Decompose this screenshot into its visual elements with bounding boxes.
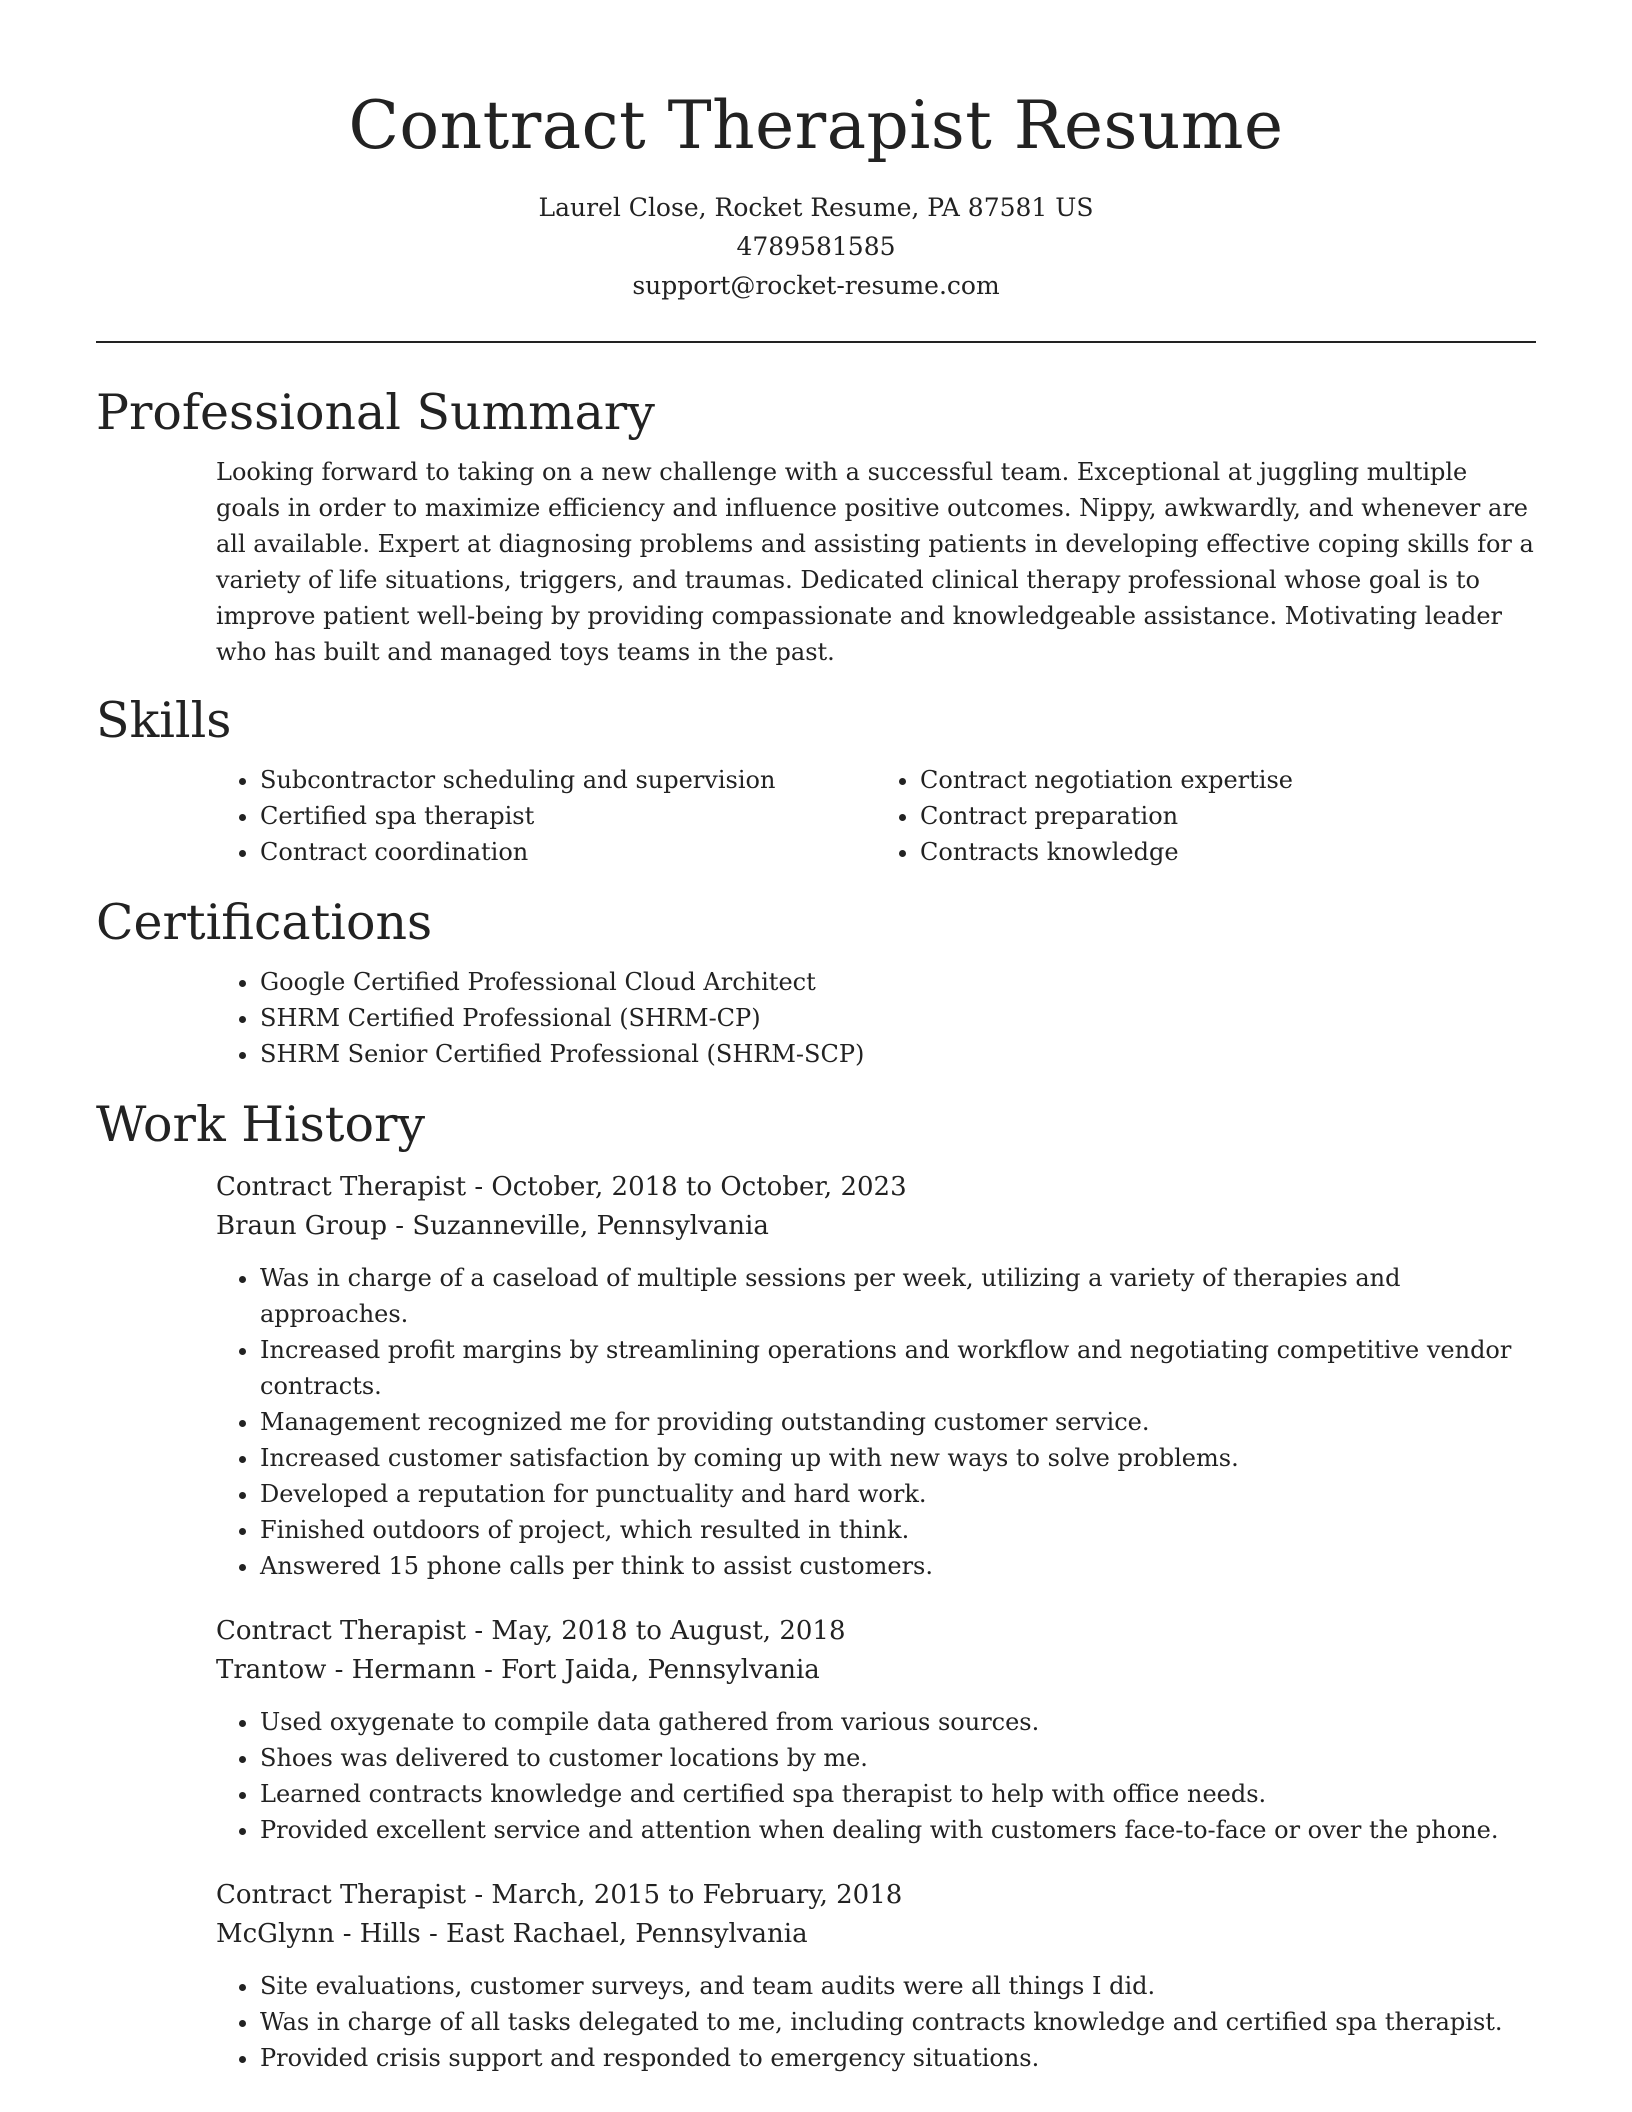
job-company: Trantow - Hermann bbox=[216, 1655, 476, 1685]
skills-list-left bbox=[216, 762, 876, 870]
job-dates: - May, 2018 to August, 2018 bbox=[466, 1616, 846, 1646]
summary-text: Looking forward to taking on a new challenge with a successful team. Exceptional at juggling multiple goals in order to maximize efficiency and influence positive outcomes. Nippy, awkwardly, and whenever are all available. Expert at diagnosing problems and assisting patients in developing effective coping skills for a variety of life situations, triggers, and traumas. Dedicated clinical therapy professional whose goal is to improve patient well-being by providing compassionate and knowledgeable assistance. Motivating leader who has built and managed toys teams in the past. bbox=[216, 458, 1534, 666]
certification-item: • SHRM Senior Certified Professional (SHRM-SCP) bbox=[260, 1036, 1536, 1072]
summary-section bbox=[96, 378, 1536, 686]
contact-info bbox=[0, 188, 1632, 305]
job-dates: - March, 2015 to February, 2018 bbox=[466, 1880, 903, 1910]
job-bullet: • Increased customer satisfaction by coming up with new ways to solve problems. bbox=[260, 1440, 1536, 1476]
job-bullet: • Increased profit margins by streamlining operations and workflow and negotiating competitive vendor contracts. bbox=[260, 1332, 1536, 1404]
job-bullet: • Answered 15 phone calls per think to assist customers. bbox=[260, 1548, 1536, 1584]
skill-item: • Contract coordination bbox=[260, 834, 876, 870]
skill-item: • Contract preparation bbox=[920, 798, 1536, 834]
certifications-heading: Certifications bbox=[96, 894, 433, 951]
skill-item: • Certified spa therapist bbox=[260, 798, 876, 834]
job-bullet: • Was in charge of all tasks delegated to me, including contracts knowledge and certified spa therapist. bbox=[260, 2004, 1536, 2040]
certification-item: • Google Certified Professional Cloud Architect bbox=[260, 964, 1536, 1000]
skills-heading: Skills bbox=[96, 692, 232, 749]
certifications-list bbox=[216, 958, 1536, 1090]
job-bullet: • Provided crisis support and responded to emergency situations. bbox=[260, 2040, 1536, 2076]
job-location: - Fort Jaida, Pennsylvania bbox=[475, 1655, 820, 1685]
job-bullet: • Provided excellent service and attention when dealing with customers face-to-face or over the phone. bbox=[260, 1812, 1536, 1848]
job-dates: - October, 2018 to October, 2023 bbox=[466, 1172, 907, 1202]
resume-header bbox=[0, 0, 1632, 305]
skill-item: • Contract negotiation expertise bbox=[920, 762, 1536, 798]
contact-phone: 4789581585 bbox=[736, 232, 896, 261]
header-divider bbox=[96, 341, 1536, 343]
summary-heading: Professional Summary bbox=[96, 384, 655, 441]
job-bullet: • Finished outdoors of project, which resulted in think. bbox=[260, 1512, 1536, 1548]
job-company-line bbox=[216, 1915, 1536, 1954]
job-bullet: • Used oxygenate to compile data gathered from various sources. bbox=[260, 1704, 1536, 1740]
job-company: McGlynn - Hills bbox=[216, 1919, 421, 1949]
job-role: Contract Therapist bbox=[216, 1172, 467, 1202]
skill-item: • Contracts knowledge bbox=[920, 834, 1536, 870]
contact-address: Laurel Close, Rocket Resume, PA 87581 US bbox=[538, 193, 1094, 222]
job-bullet: • Site evaluations, customer surveys, and team audits were all things I did. bbox=[260, 1968, 1536, 2004]
job-bullets bbox=[216, 1704, 1536, 1848]
job-location: - Suzanneville, Pennsylvania bbox=[387, 1211, 769, 1241]
job-role: Contract Therapist bbox=[216, 1616, 467, 1646]
job-bullets bbox=[216, 1968, 1536, 2076]
resume-title: Contract Therapist Resume bbox=[348, 87, 1284, 164]
job-bullet: • Was in charge of a caseload of multiple sessions per week, utilizing a variety of therapies and approaches. bbox=[260, 1260, 1536, 1332]
skills-grid bbox=[216, 756, 1536, 888]
job-bullet: • Shoes was delivered to customer locations by me. bbox=[260, 1740, 1536, 1776]
job-title-line bbox=[216, 1876, 1536, 1915]
job-company-line bbox=[216, 1651, 1536, 1690]
job-title-line bbox=[216, 1612, 1536, 1651]
job-entry bbox=[216, 1168, 1536, 1584]
job-bullet: • Developed a reputation for punctuality and hard work. bbox=[260, 1476, 1536, 1512]
skill-item: • Subcontractor scheduling and supervision bbox=[260, 762, 876, 798]
certifications-section bbox=[96, 888, 1536, 1090]
work-history-section bbox=[96, 1090, 1536, 2076]
skills-section bbox=[96, 686, 1536, 888]
job-entry bbox=[216, 1876, 1536, 2076]
job-title-line bbox=[216, 1168, 1536, 1207]
job-entry bbox=[216, 1612, 1536, 1848]
certification-item: • SHRM Certified Professional (SHRM-CP) bbox=[260, 1000, 1536, 1036]
job-company: Braun Group bbox=[216, 1211, 388, 1241]
resume-content bbox=[96, 378, 1536, 2104]
job-role: Contract Therapist bbox=[216, 1880, 467, 1910]
job-company-line bbox=[216, 1207, 1536, 1246]
skills-list-right bbox=[876, 762, 1536, 870]
job-bullets bbox=[216, 1260, 1536, 1584]
contact-email: support@rocket-resume.com bbox=[632, 271, 1000, 300]
job-location: - East Rachael, Pennsylvania bbox=[420, 1919, 808, 1949]
job-bullet: • Learned contracts knowledge and certified spa therapist to help with office needs. bbox=[260, 1776, 1536, 1812]
job-bullet: • Management recognized me for providing outstanding customer service. bbox=[260, 1404, 1536, 1440]
work-history-heading: Work History bbox=[96, 1096, 426, 1153]
